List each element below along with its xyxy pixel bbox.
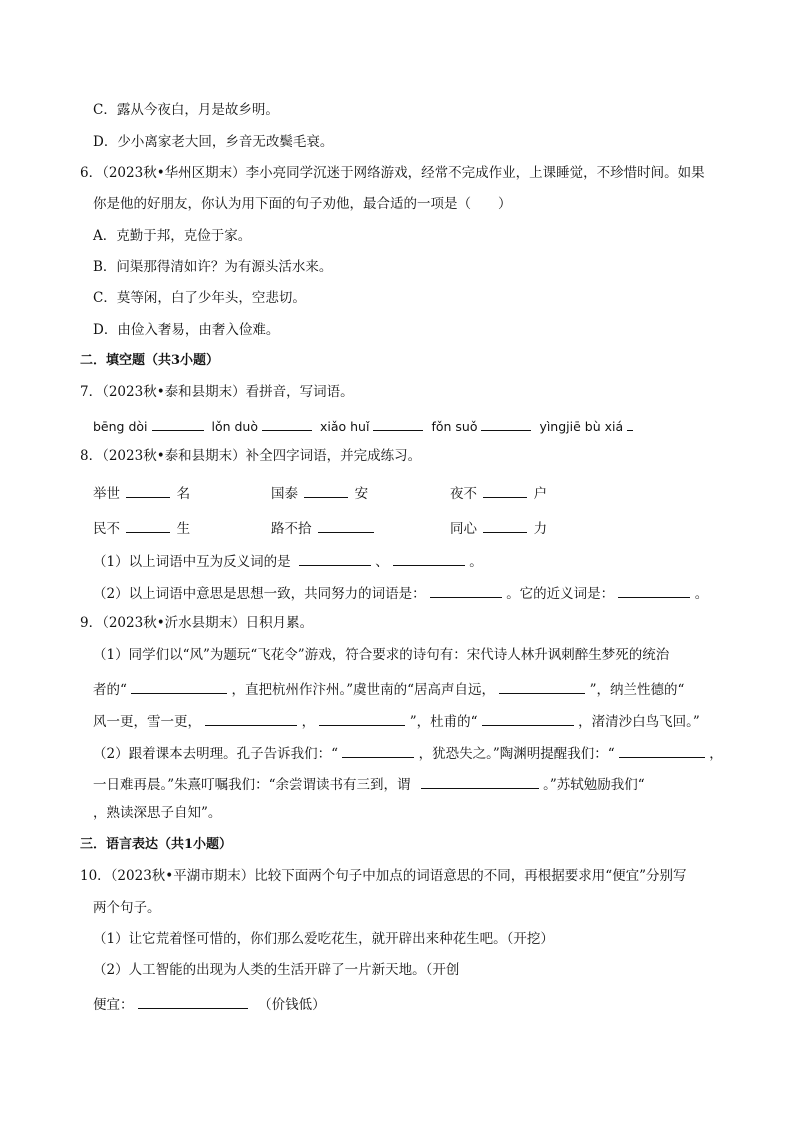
idiom-suffix: 户 — [533, 486, 548, 502]
meaning-blank[interactable] — [430, 585, 502, 598]
blank-4[interactable] — [481, 418, 531, 431]
section-2-heading: 二．填空题（共3小题） — [80, 353, 220, 368]
q9-line1: （1）同学们以“风”为题玩“飞花令”游戏，符合要求的诗句有：宋代诗人林升讽刺醉生梦死的统治 — [93, 647, 670, 663]
text: 。”苏轼勉励我们“ — [543, 777, 645, 793]
q10-sentence-2: （2）人工智能的出现为人类的生活开辟了一片新天地。（开创 — [93, 962, 460, 978]
quote-blank-3[interactable] — [421, 776, 539, 789]
pinyin-5: yìngjiē bù xiá — [539, 419, 624, 434]
q6-option-d: D．由俭入奢易，由奢入俭难。 — [93, 322, 280, 338]
q10-stem-line1: 10．（2023秋•平湖市期末）比较下面两个句子中加点的词语意思的不同，再根据要求用“便宜”分别写 — [80, 868, 687, 884]
q10-stem-line2: 两个句子。 — [93, 900, 161, 916]
idiom-suffix: 安 — [354, 486, 369, 502]
q8-sub2-text-b: 。它的近义词是： — [506, 586, 615, 602]
idiom-prefix: 同心 — [450, 521, 477, 537]
idiom-6 — [450, 520, 547, 537]
q9-line6: ，熟读深思子自知”。 — [93, 805, 222, 821]
blank-2[interactable] — [262, 418, 312, 431]
q10-answer-line — [93, 996, 326, 1013]
period: 。 — [469, 554, 483, 570]
antonym-blank-2[interactable] — [393, 553, 465, 566]
idiom-suffix: 名 — [176, 486, 191, 502]
text: ”，杜甫的“ — [409, 714, 478, 730]
idiom-4 — [93, 520, 190, 537]
q9-line5 — [93, 776, 645, 793]
q8-sub1-text: （1）以上词语中互为反义词的是 — [93, 554, 291, 570]
answer-label: 便宜： — [93, 997, 134, 1013]
text: 者的“ — [93, 682, 127, 698]
blank-3[interactable] — [373, 418, 423, 431]
poem-blank-1[interactable] — [131, 681, 227, 694]
idiom-prefix: 国泰 — [271, 486, 298, 502]
period: 。 — [694, 586, 709, 602]
text: ， — [709, 746, 723, 762]
answer-hint: （价钱低） — [258, 997, 326, 1013]
q8-sub2 — [93, 585, 708, 602]
q9-line4 — [93, 745, 723, 762]
q7-pinyin-row — [93, 418, 633, 434]
pinyin-1: bēng dòi — [93, 419, 148, 434]
idiom-prefix: 夜不 — [450, 486, 477, 502]
text: ， — [301, 714, 316, 730]
pinyin-2: lǒn duò — [211, 419, 259, 434]
idiom-blank[interactable] — [483, 485, 527, 498]
idiom-prefix: 举世 — [93, 486, 120, 502]
q8-stem: 8．（2023秋•泰和县期末）补全四字词语，并完成练习。 — [80, 448, 422, 464]
section-3-heading: 三．语言表达（共1小题） — [80, 837, 233, 852]
q9-stem: 9．（2023秋•沂水县期末）日积月累。 — [80, 615, 314, 631]
q6-option-b: B．问渠那得清如许？为有源头活水来。 — [93, 259, 333, 275]
poem-blank-2[interactable] — [499, 681, 585, 694]
text: ，直把杭州作汴州。”虞世南的“居高声自远， — [231, 682, 496, 698]
idiom-suffix: 生 — [176, 521, 191, 537]
separator: 、 — [375, 554, 389, 570]
synonym-blank[interactable] — [618, 585, 690, 598]
blank-5[interactable] — [627, 418, 633, 431]
blank-1[interactable] — [152, 418, 204, 431]
q6-stem-line1: 6．（2023秋•华州区期末）李小亮同学沉迷于网络游戏，经常不完成作业，上课睡觉，不珍惜时间。如果 — [80, 165, 705, 181]
q6-stem-line2: 你是他的好朋友，你认为用下面的句子劝他，最合适的一项是（ ） — [93, 196, 512, 212]
q6-option-a: A．克勤于邦，克俭于家。 — [93, 228, 252, 244]
idiom-5 — [271, 520, 376, 537]
q6-option-c: C．莫等闲，白了少年头，空悲切。 — [93, 290, 306, 306]
text: ，犹恐失之。”陶渊明提醒我们：“ — [418, 746, 615, 762]
answer-blank[interactable] — [138, 996, 248, 1009]
idiom-blank[interactable] — [483, 520, 527, 533]
q9-line2 — [93, 681, 684, 698]
idiom-1 — [93, 485, 190, 502]
poem-blank-4[interactable] — [319, 713, 405, 726]
idiom-blank[interactable] — [126, 520, 170, 533]
idiom-blank[interactable] — [126, 485, 170, 498]
idiom-3 — [450, 485, 547, 502]
idiom-blank[interactable] — [304, 485, 348, 498]
text: （2）跟着课本去明理。孔子告诉我们：“ — [93, 746, 338, 762]
q5-option-c: C．露从今夜白，月是故乡明。 — [93, 102, 279, 118]
text: 一日难再晨。”朱熹叮嘱我们：“余尝谓读书有三到，谓 — [93, 777, 411, 793]
idiom-prefix: 民不 — [93, 521, 120, 537]
poem-blank-5[interactable] — [482, 713, 574, 726]
quote-blank-1[interactable] — [342, 745, 414, 758]
idiom-blank[interactable] — [318, 520, 374, 533]
text: ”，纳兰性德的“ — [589, 682, 685, 698]
q8-sub1 — [93, 553, 483, 570]
antonym-blank-1[interactable] — [299, 553, 371, 566]
text: 风一更，雪一更， — [93, 714, 201, 730]
pinyin-3: xiǎo huǐ — [319, 419, 370, 434]
q7-stem: 7．（2023秋•泰和县期末）看拼音，写词语。 — [80, 384, 354, 400]
pinyin-4: fǒn suǒ — [431, 419, 478, 434]
q9-line3 — [93, 713, 700, 730]
q8-sub2-text: （2）以上词语中意思是思想一致，共同努力的词语是： — [93, 586, 426, 602]
idiom-2 — [271, 485, 368, 502]
idiom-suffix: 力 — [533, 521, 548, 537]
q5-option-d: D．少小离家老大回，乡音无改鬓毛衰。 — [93, 134, 334, 150]
q10-sentence-1: （1）让它荒着怪可惜的，你们那么爱吃花生，就开辟出来种花生吧。（开挖） — [93, 931, 554, 947]
text: ，渚清沙白鸟飞回。” — [578, 714, 700, 730]
quote-blank-2[interactable] — [619, 745, 705, 758]
poem-blank-3[interactable] — [205, 713, 297, 726]
idiom-prefix: 路不拾 — [271, 521, 312, 537]
